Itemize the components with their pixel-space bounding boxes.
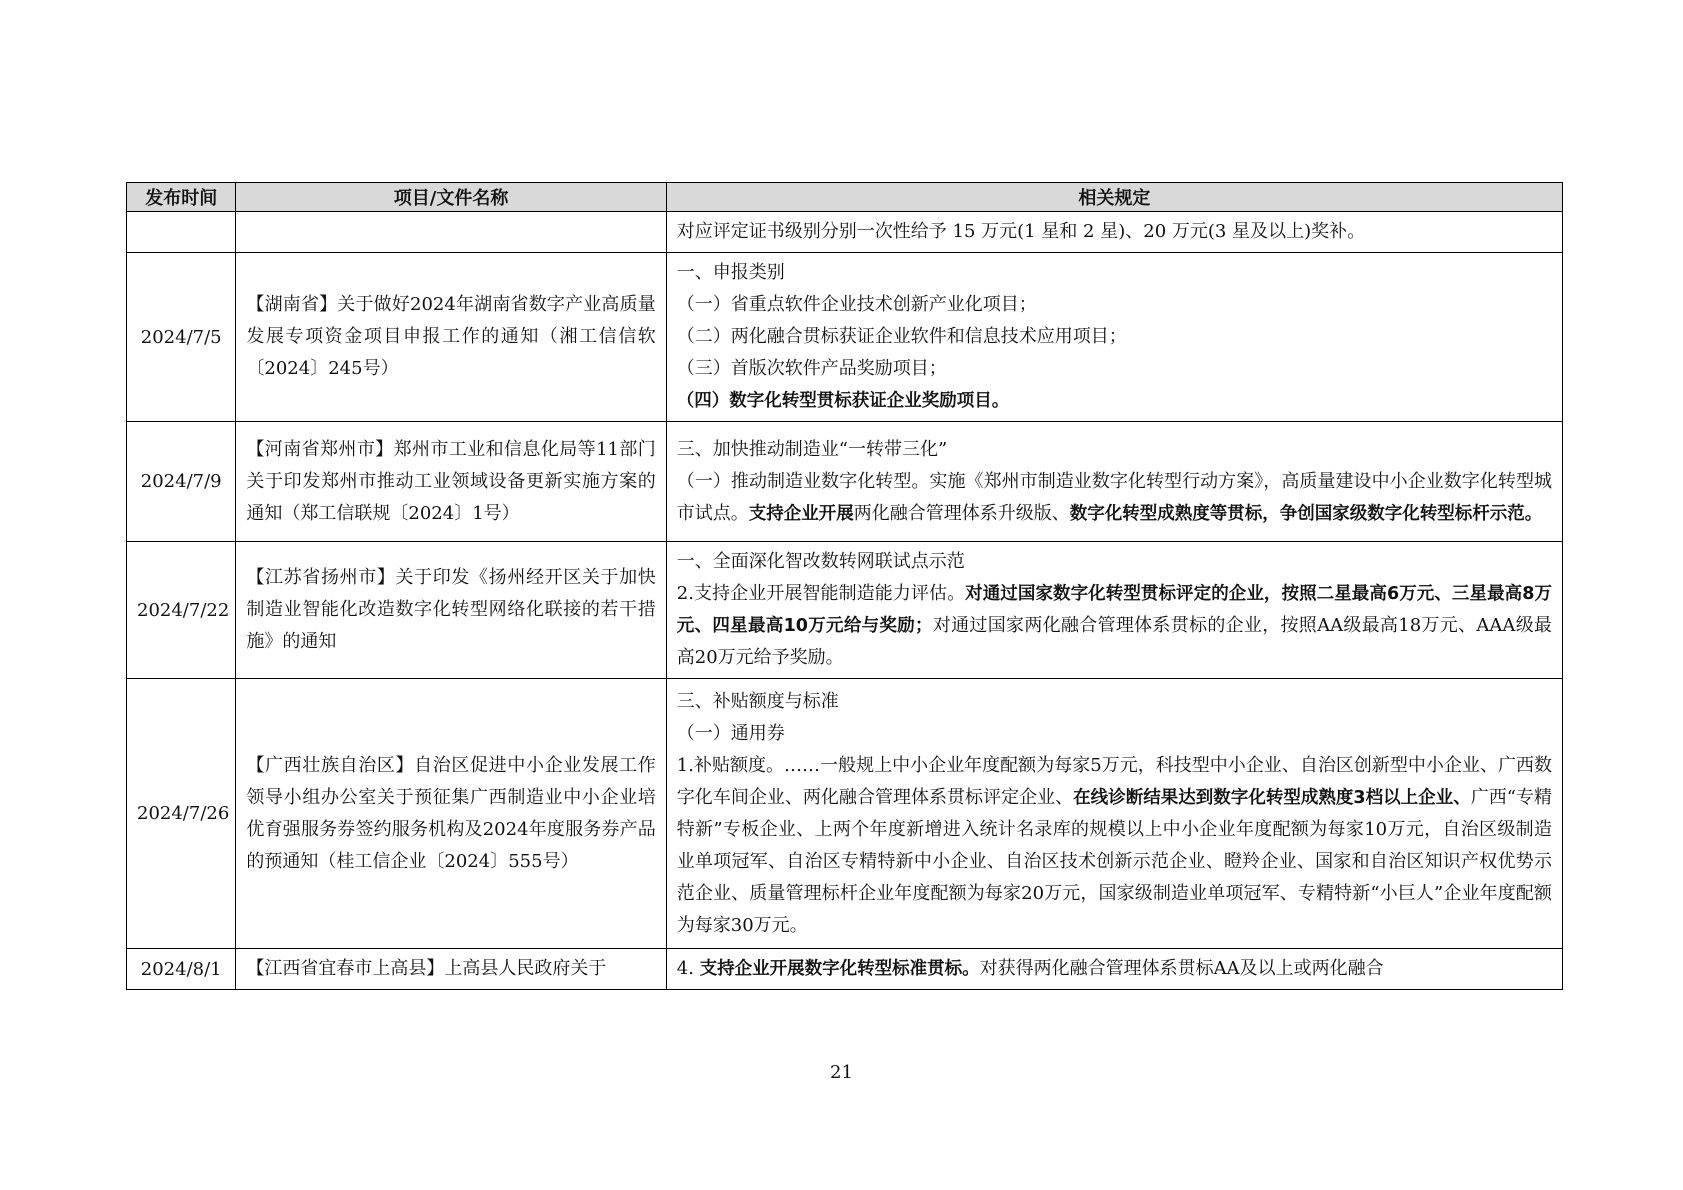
cell-publish-date [127,212,236,253]
rule-paragraph [677,289,1552,321]
emphasized-text: 数字化转型成熟度等贯标，争创国家级数字化转型标杆示范。 [1069,503,1543,524]
policy-table [126,182,1563,990]
rule-text: 三、加快推动制造业“一转带三化” [676,438,948,460]
cell-related-rules [666,422,1562,542]
cell-document-name [236,422,666,542]
table-row [127,253,1563,422]
emphasized-text: 对通过国家数字化转型贯标评定的企业，按照二星最高6万元、三星最高8万元、四星最高10万元给与奖励； [676,584,1552,636]
table-header-row [127,183,1563,212]
rule-paragraph [677,466,1552,530]
rule-paragraph [677,385,1552,417]
cell-publish-date: 2024/7/22 [127,542,236,679]
cell-related-rules [666,542,1562,679]
table-row [127,679,1563,949]
rule-text: 三、补贴额度与标准 [676,690,839,712]
table-body [127,212,1563,990]
emphasized-text: 支持企业开展数字化转型标准贯标。 [699,959,980,979]
rule-text: （一）推动制造业数字化转型。实施《郑州市制造业数字化转型行动方案》，高质量建设中小企业数字化转型城市试点。 [676,470,1552,524]
cell-related-rules [666,253,1562,422]
table-row [127,212,1563,253]
rule-paragraph [677,434,1552,466]
rule-paragraph [677,321,1552,353]
document-name-text: 【江苏省扬州市】关于印发《扬州经开区关于加快制造业智能化改造数字化转型网络化联接的若干措施》的通知 [246,567,656,652]
cell-publish-date: 2024/7/5 [127,253,236,422]
rule-text: 2.支持企业开展智能制造能力评估。 [676,583,966,604]
header-related-rules: 相关规定 [666,183,1562,212]
rule-paragraph [677,750,1552,942]
rule-paragraph [677,578,1552,674]
emphasized-text: 支持企业开展 [748,503,854,524]
rule-text: （一）省重点软件企业技术创新产业化项目； [676,294,1037,315]
header-publish-date: 发布时间 [127,183,236,212]
emphasized-text: （四）数字化转型贯标获证企业奖励项目。 [676,391,1010,411]
rule-text: 两化融合管理体系升级版、 [853,502,1070,524]
rule-text: 对通过国家两化融合管理体系贯标的企业，按照AA级最高18万元、AAA级最高20万元给予奖励。 [676,615,1552,668]
rule-text: 对获得两化融合管理体系贯标AA及以上或两化融合 [979,958,1384,979]
cell-document-name [236,949,666,990]
cell-document-name [236,679,666,949]
emphasized-text: 在线诊断结果达到数字化转型成熟度3档以上企业、 [1073,787,1471,808]
rule-text: 一、全面深化智改数转网联试点示范 [676,551,965,572]
cell-publish-date: 2024/8/1 [127,949,236,990]
cell-document-name [236,542,666,679]
rule-text: （二）两化融合贯标获证企业软件和信息技术应用项目； [676,326,1127,347]
page-number: 21 [830,1062,853,1083]
document-name-text: 【广西壮族自治区】自治区促进中小企业发展工作领导小组办公室关于预征集广西制造业中小企业培优育强服务券签约服务机构及2024年度服务券产品的预通知（桂工信企业〔2024〕555号） [246,754,656,872]
rule-paragraph [677,257,1552,289]
table-row [127,949,1563,990]
rule-text: 广西“专精特新”专板企业、上两个年度新增进入统计名录库的规模以上中小企业年度配额为每家10万元，自治区级制造业单项冠军、自治区专精特新中小企业、自治区技术创新示范企业、瞪羚企业、国家和自治区知识产权优势示范企业、质量管理标杆企业年度配额为每家20万元，国家级制造业单项冠军、专精特新“小巨人”企业年度配额为每家30万元。 [676,786,1553,936]
rule-text: （一）通用券 [676,722,785,744]
rule-paragraph [677,216,1552,248]
rule-text: 一、申报类别 [676,262,785,283]
cell-publish-date: 2024/7/26 [127,679,236,949]
table-row [127,542,1563,679]
rule-paragraph [677,686,1552,718]
cell-document-name [236,212,666,253]
document-name-text: 【湖南省】关于做好2024年湖南省数字产业高质量发展专项资金项目申报工作的通知（湘工信信软〔2024〕245号） [246,294,656,379]
rule-paragraph [677,718,1552,750]
cell-document-name [236,253,666,422]
rule-text: 4. [676,958,700,979]
rule-text: 对应评定证书级别分别一次性给予 15 万元(1 星和 2 星)、20 万元(3 星及以上)奖补。 [676,221,1366,242]
cell-related-rules [666,212,1562,253]
document-name-text: 【河南省郑州市】郑州市工业和信息化局等11部门关于印发郑州市推动工业领域设备更新实施方案的通知（郑工信联规〔2024〕1号） [246,438,656,524]
rule-paragraph [677,546,1552,578]
rule-text: 1.补贴额度。……一般规上中小企业年度配额为每家5万元，科技型中小企业、自治区创新型中小企业、广西数字化车间企业、两化融合管理体系贯标评定企业、 [676,754,1552,808]
rule-text: （三）首版次软件产品奖励项目； [676,358,947,379]
document-name-text: 【江西省宜春市上高县】上高县人民政府关于 [246,958,607,979]
cell-publish-date: 2024/7/9 [127,422,236,542]
cell-related-rules [666,679,1562,949]
rule-paragraph [677,953,1552,985]
table-row [127,422,1563,542]
cell-related-rules [666,949,1562,990]
header-document-name: 项目/文件名称 [236,183,666,212]
rule-paragraph [677,353,1552,385]
